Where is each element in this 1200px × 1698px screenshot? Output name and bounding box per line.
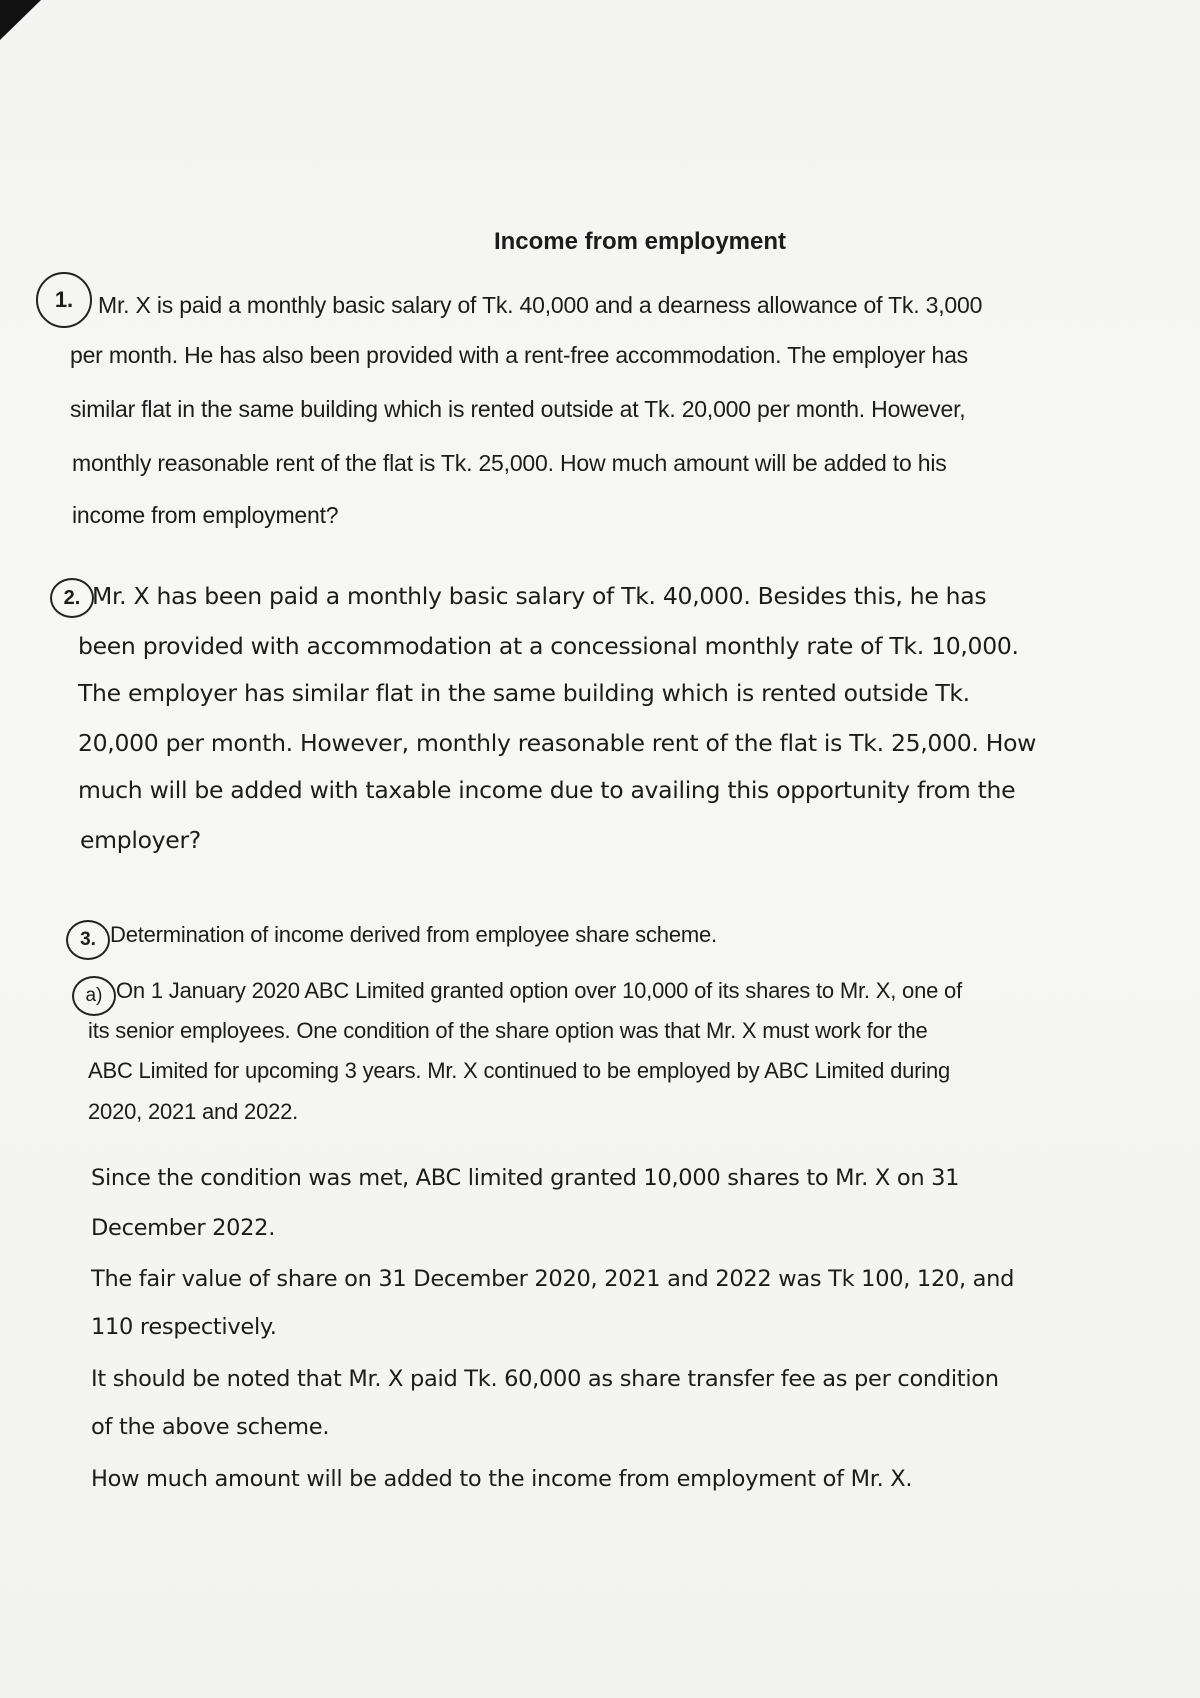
- q3-detail-line: December 2022.: [91, 1215, 276, 1241]
- q1-line: income from employment?: [72, 502, 339, 528]
- part-a-label: a): [72, 976, 116, 1016]
- q3-heading: Determination of income derived from employee share scheme.: [110, 922, 717, 947]
- q3a-line: 2020, 2021 and 2022.: [88, 1099, 299, 1124]
- q2-line: Mr. X has been paid a monthly basic salary of Tk. 40,000. Besides this, he has: [92, 582, 987, 610]
- q3-detail-line: Since the condition was met, ABC limited granted 10,000 shares to Mr. X on 31: [91, 1165, 960, 1191]
- q3-detail-line: The fair value of share on 31 December 2020, 2021 and 2022 was Tk 100, 120, and: [91, 1266, 1015, 1292]
- q3-detail-line: It should be noted that Mr. X paid Tk. 60,000 as share transfer fee as per condition: [91, 1366, 999, 1392]
- scan-corner-shadow: [0, 0, 70, 40]
- q2-line: employer?: [80, 826, 201, 854]
- q1-line: per month. He has also been provided with a rent-free accommodation. The employer has: [70, 342, 968, 368]
- q3a-line: ABC Limited for upcoming 3 years. Mr. X continued to be employed by ABC Limited during: [88, 1058, 951, 1083]
- q3-detail-line: 110 respectively.: [91, 1314, 277, 1340]
- question-number-1: 1.: [36, 272, 92, 328]
- q2-line: much will be added with taxable income due to availing this opportunity from the: [78, 776, 1016, 804]
- question-number-3: 3.: [66, 920, 110, 960]
- q1-line: Mr. X is paid a monthly basic salary of Tk. 40,000 and a dearness allowance of Tk. 3,000: [98, 292, 983, 318]
- q1-line: similar flat in the same building which is rented outside at Tk. 20,000 per month. However,: [70, 396, 966, 422]
- q2-line: The employer has similar flat in the same building which is rented outside Tk.: [78, 679, 970, 707]
- page-title: Income from employment: [493, 228, 787, 255]
- q3-detail-line: How much amount will be added to the income from employment of Mr. X.: [91, 1466, 913, 1492]
- q3a-line: On 1 January 2020 ABC Limited granted option over 10,000 of its shares to Mr. X, one of: [116, 978, 963, 1003]
- q1-line: monthly reasonable rent of the flat is Tk. 25,000. How much amount will be added to his: [72, 450, 947, 476]
- q3-detail-line: of the above scheme.: [91, 1414, 330, 1440]
- q2-line: been provided with accommodation at a concessional monthly rate of Tk. 10,000.: [78, 632, 1019, 660]
- q2-line: 20,000 per month. However, monthly reasonable rent of the flat is Tk. 25,000. How: [78, 729, 1037, 757]
- q3a-line: its senior employees. One condition of the share option was that Mr. X must work for the: [88, 1018, 928, 1043]
- question-number-2: 2.: [50, 578, 94, 618]
